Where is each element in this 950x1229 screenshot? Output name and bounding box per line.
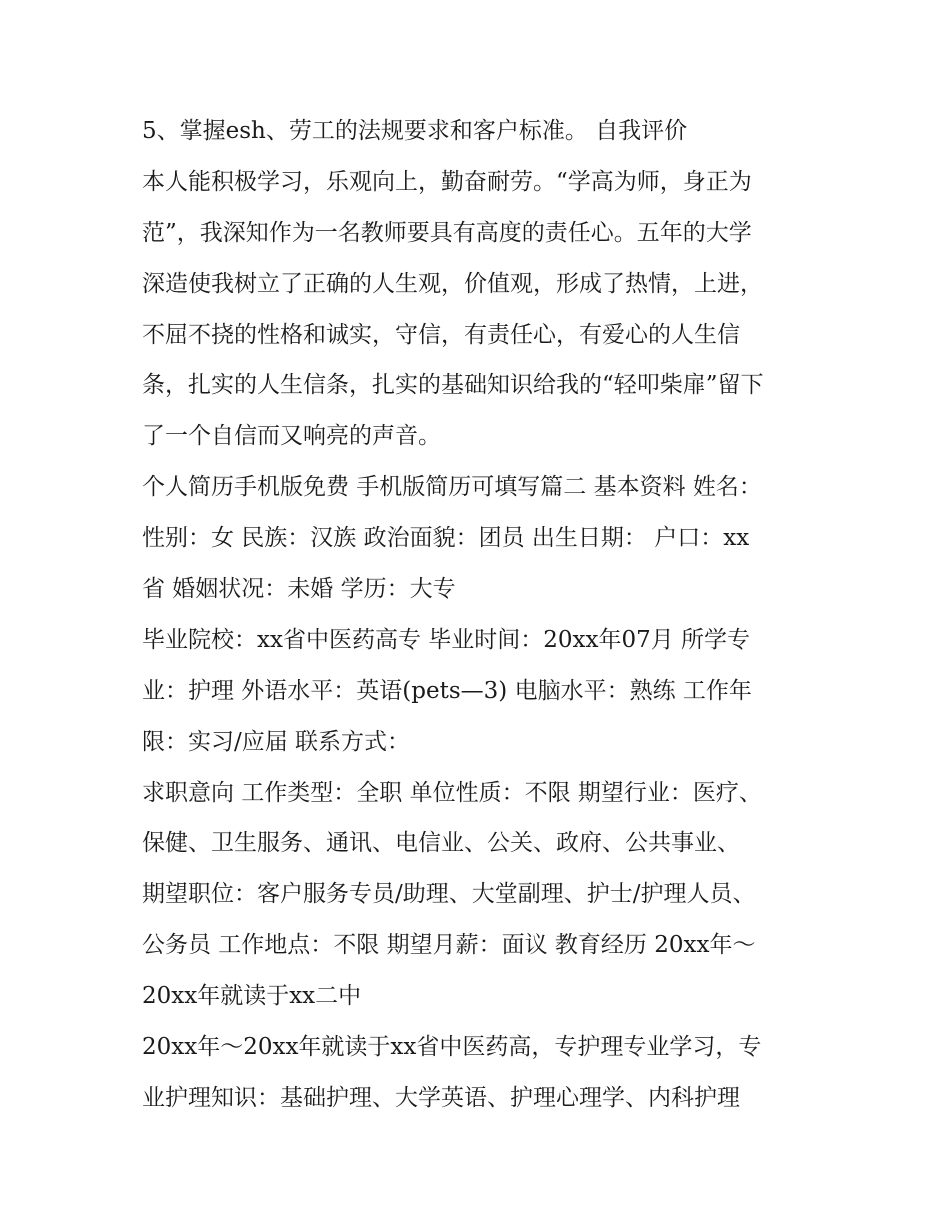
text-line: 公务员 工作地点：不限 期望月薪：面议 教育经历 20xx年～ (142, 932, 756, 959)
text-line: 毕业院校：xx省中医药高专 毕业时间：20xx年07月 所学专 (142, 626, 751, 653)
text-line: 求职意向 工作类型：全职 单位性质：不限 期望行业：医疗、 (142, 779, 762, 806)
document-body (142, 106, 822, 1124)
text-line: 条，扎实的人生信条，扎实的基础知识给我的“轻叩柴扉”留下 (142, 372, 764, 399)
text-line: 5、掌握esh、劳工的法规要求和客户标准。 自我评价 (142, 118, 688, 144)
text-line: 深造使我树立了正确的人生观，价值观，形成了热情，上进， (142, 270, 763, 297)
text-line: 业护理知识：基础护理、大学英语、护理心理学、内科护理 (142, 1084, 740, 1111)
text-line: 范”，我深知作为一名教师要具有高度的责任心。五年的大学 (142, 219, 752, 246)
text-line: 业：护理 外语水平：英语(pets—3) 电脑水平：熟练 工作年 (142, 677, 752, 704)
text-line: 20xx年就读于xx二中 (142, 983, 362, 1010)
text-line: 省 婚姻状况：未婚 学历：大专 (142, 576, 456, 603)
text-line: 20xx年～20xx年就读于xx省中医药高，专护理专业学习，专 (142, 1034, 762, 1061)
text-line: 本人能积极学习，乐观向上，勤奋耐劳。“学高为师，身正为 (142, 168, 752, 195)
text-line: 保健、卫生服务、通讯、电信业、公关、政府、公共事业、 (142, 830, 740, 857)
text-line: 了一个自信而又响亮的声音。 (142, 423, 441, 450)
text-line: 限：实习/应届 联系方式： (142, 728, 411, 755)
text-line: 个人简历手机版免费 手机版简历可填写篇二 基本资料 姓名： (142, 474, 762, 501)
text-line: 不屈不挠的性格和诚实，守信，有责任心，有爱心的人生信 (142, 321, 740, 348)
text-line: 性别：女 民族：汉族 政治面貌：团员 出生日期： 户口：xx (142, 525, 750, 552)
text-line: 期望职位：客户服务专员/助理、大堂副理、护士/护理人员、 (142, 881, 756, 908)
